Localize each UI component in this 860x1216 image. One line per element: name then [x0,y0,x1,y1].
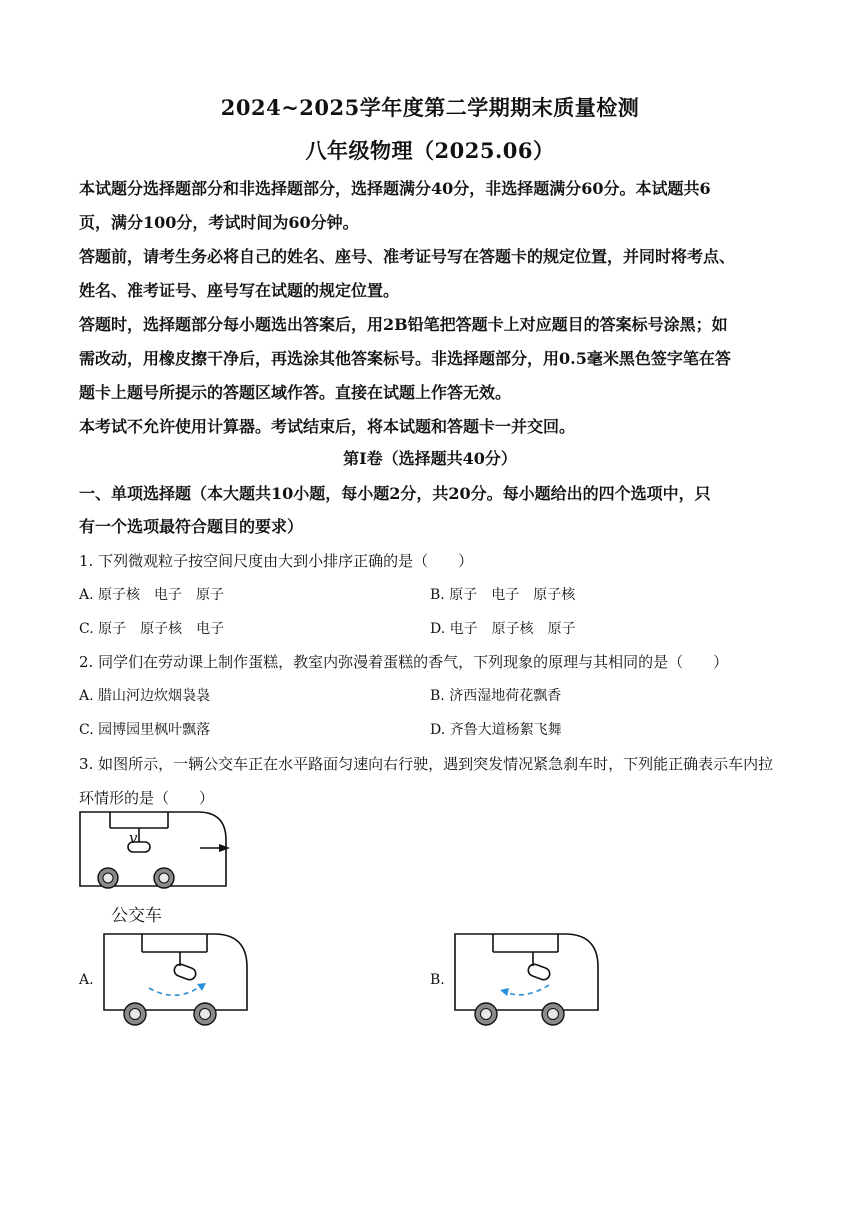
instruction-line: 姓名、准考证号、座号写在试题的规定位置。 [79,281,400,300]
part-title: 第Ⅰ卷（选择题共40分） [343,449,517,468]
figure-caption: 公交车 [111,906,162,926]
instruction-line: 题卡上题号所提示的答题区域作答。直接在试题上作答无效。 [79,383,512,402]
wheel-icon [475,1003,497,1025]
instruction-line: 答题时，选择题部分每小题选出答案后，用2B铅笔把答题卡上对应题目的答案标号涂黑；如 [79,315,728,334]
bus-figure [78,810,248,895]
instruction-line: 页，满分100分，考试时间为60分钟。 [79,213,359,232]
exam-title: 2024~2025学年度第二学期期末质量检测 [220,95,640,120]
question-2-stem: 2. 同学们在劳动课上制作蛋糕，教室内弥漫着蛋糕的香气，下列现象的原理与其相同的是（ ） [79,653,729,671]
instructions [79,172,785,444]
exam-subtitle: 八年级物理（2025.06） [305,138,555,163]
instruction-line: 答题前，请考生务必将自己的姓名、座号、准考证号写在答题卡的规定位置，并同时将考点、 [79,247,736,266]
wheel-icon [124,1003,146,1025]
velocity-label: v [129,829,138,847]
wheel-icon [542,1003,564,1025]
question-3-stem-line1: 3. 如图所示，一辆公交车正在水平路面匀速向右行驶，遇到突发情况紧急刹车时，下列能正确表示车内拉 [79,755,774,773]
question-1-option-c[interactable]: C. 原子 原子核 电子 [79,621,225,637]
question-1-option-b[interactable]: B. 原子 电子 原子核 [430,587,576,603]
wheel-icon [98,868,118,888]
section-heading-line1: 一、单项选择题（本大题共10小题，每小题2分，共20分。每小题给出的四个选项中，只 [79,484,711,503]
question-2-option-b[interactable]: B. 济西湿地荷花飘香 [430,688,562,704]
question-3-option-b-figure[interactable] [453,932,603,1027]
instruction-line: 本考试不允许使用计算器。考试结束后，将本试题和答题卡一并交回。 [79,417,576,436]
question-3-option-b-label[interactable]: B. [430,972,445,988]
instruction-line: 需改动，用橡皮擦干净后，再选涂其他答案标号。非选择题部分，用0.5毫米黑色签字笔在答 [79,349,731,368]
section-heading-line2: 有一个选项最符合题目的要求） [79,517,304,536]
question-3-option-a-label[interactable]: A. [79,972,94,988]
question-2-option-c[interactable]: C. 园博园里枫叶飘落 [79,722,211,738]
question-2-option-d[interactable]: D. 齐鲁大道杨絮飞舞 [430,722,562,738]
question-3-stem-line2: 环情形的是（ ） [79,789,215,807]
question-3-option-a-figure[interactable] [102,932,252,1027]
question-1-option-d[interactable]: D. 电子 原子核 原子 [430,621,576,637]
wheel-icon [154,868,174,888]
instruction-line: 本试题分选择题部分和非选择题部分，选择题满分40分，非选择题满分60分。本试题共6 [79,179,711,198]
question-1-stem: 1. 下列微观粒子按空间尺度由大到小排序正确的是（ ） [79,552,474,570]
question-1-option-a[interactable]: A. 原子核 电子 原子 [79,587,225,603]
wheel-icon [194,1003,216,1025]
question-2-option-a[interactable]: A. 腊山河边炊烟袅袅 [79,688,211,704]
